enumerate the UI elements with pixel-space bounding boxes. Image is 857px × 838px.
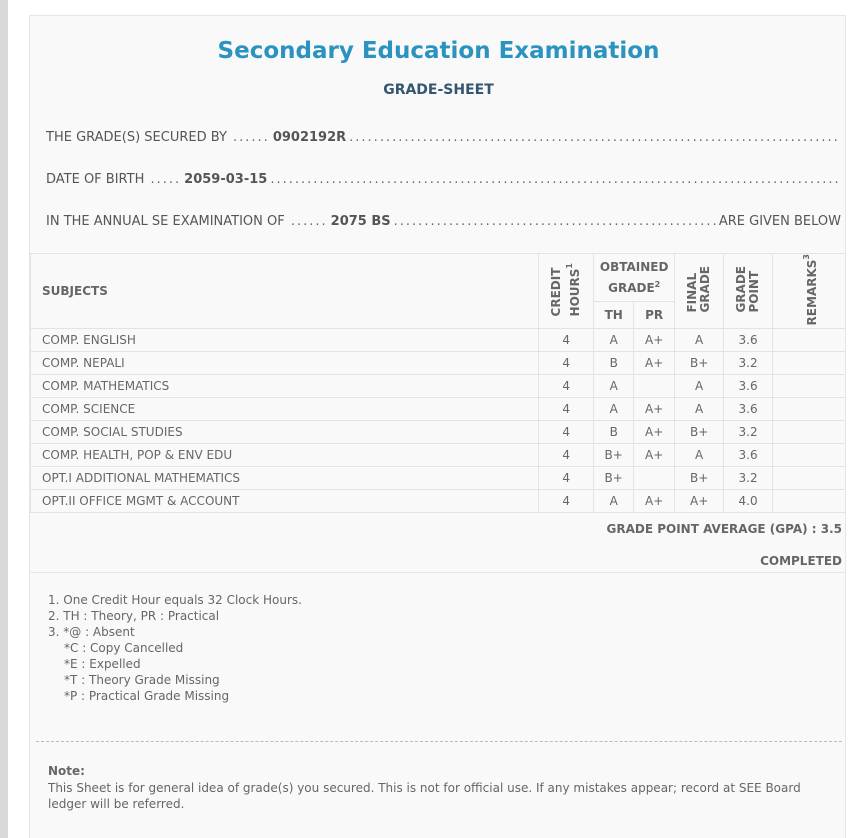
final-grade-header: FINAL GRADE xyxy=(675,254,724,329)
footnote-3: 3. *@ : Absent xyxy=(48,625,135,639)
subject-cell: COMP. HEALTH, POP & ENV EDU xyxy=(31,444,539,467)
credit-cell: 4 xyxy=(539,352,594,375)
grade-point-cell: 3.6 xyxy=(724,444,773,467)
given-below-label: ARE GIVEN BELOW xyxy=(718,214,841,229)
pr-grade-cell: A+ xyxy=(634,352,675,375)
table-row xyxy=(31,375,846,398)
th-grade-cell: B+ xyxy=(594,444,634,467)
grade-point-header: GRADE POINT xyxy=(724,254,773,329)
remarks-cell xyxy=(773,352,846,375)
credit-hours-header: CREDIT HOURS$^1$ xyxy=(539,254,594,329)
note-title: Note: xyxy=(48,764,85,778)
exam-label: IN THE ANNUAL SE EXAMINATION OF xyxy=(46,214,285,229)
dob-value: 2059-03-15 xyxy=(184,172,268,187)
table-row xyxy=(31,444,846,467)
final-grade-cell: A xyxy=(675,398,724,421)
credit-cell: 4 xyxy=(539,421,594,444)
remarks-cell xyxy=(773,398,846,421)
result-status: COMPLETED xyxy=(760,554,842,568)
remarks-cell xyxy=(773,444,846,467)
final-grade-cell: A xyxy=(675,375,724,398)
credit-cell: 4 xyxy=(539,375,594,398)
final-grade-cell: B+ xyxy=(675,421,724,444)
symbol-number: 0902192R xyxy=(272,130,347,145)
table-row xyxy=(31,329,846,352)
pr-grade-cell xyxy=(634,375,675,398)
note-text: This Sheet is for general idea of grade(s) you secured. This is not for official use. If any mistakes appear; record at SEE Board ledger will be referred. xyxy=(48,781,801,811)
grade-sheet xyxy=(29,15,846,838)
final-grade-cell: A xyxy=(675,444,724,467)
grade-point-cell: 3.6 xyxy=(724,375,773,398)
remarks-header: REMARKS$^3$ xyxy=(773,254,846,329)
table-row xyxy=(31,490,846,513)
credit-cell: 4 xyxy=(539,444,594,467)
exam-year: 2075 BS xyxy=(330,214,391,229)
secured-by-label: THE GRADE(S) SECURED BY xyxy=(46,130,227,145)
dob-label: DATE OF BIRTH xyxy=(46,172,145,187)
th-header: TH xyxy=(594,302,634,329)
final-grade-cell: B+ xyxy=(675,467,724,490)
grade-point-cell: 3.6 xyxy=(724,398,773,421)
pr-grade-cell: A+ xyxy=(634,398,675,421)
footnote-3-copy-cancelled: *C : Copy Cancelled xyxy=(64,641,184,655)
table-row xyxy=(31,398,846,421)
pr-grade-cell: A+ xyxy=(634,329,675,352)
th-grade-cell: B+ xyxy=(594,467,634,490)
footnote-3-theory-missing: *T : Theory Grade Missing xyxy=(64,673,220,687)
pr-grade-cell: A+ xyxy=(634,444,675,467)
section-divider xyxy=(30,572,846,573)
subject-cell: COMP. MATHEMATICS xyxy=(31,375,539,398)
grade-point-cell: 3.2 xyxy=(724,467,773,490)
footnote-3-expelled: *E : Expelled xyxy=(64,657,141,671)
footnote-1: 1. One Credit Hour equals 32 Clock Hours. xyxy=(48,593,302,607)
table-row xyxy=(31,352,846,375)
grade-point-cell: 3.2 xyxy=(724,352,773,375)
th-grade-cell: A xyxy=(594,490,634,513)
credit-cell: 4 xyxy=(539,490,594,513)
subject-cell: COMP. ENGLISH xyxy=(31,329,539,352)
footnote-2: 2. TH : Theory, PR : Practical xyxy=(48,609,220,623)
pr-grade-cell: A+ xyxy=(634,421,675,444)
th-grade-cell: A xyxy=(594,398,634,421)
remarks-cell xyxy=(773,421,846,444)
remarks-cell xyxy=(773,490,846,513)
final-grade-cell: A xyxy=(675,329,724,352)
gpa-summary: GRADE POINT AVERAGE (GPA) : 3.5 xyxy=(606,522,842,536)
left-scroll-edge xyxy=(0,0,8,838)
subject-cell: COMP. SCIENCE xyxy=(31,398,539,421)
remarks-cell xyxy=(773,467,846,490)
table-row xyxy=(31,467,846,490)
obtained-grade-header: OBTAINED GRADE$^2$ xyxy=(594,254,675,302)
footnote-3-practical-missing: *P : Practical Grade Missing xyxy=(64,689,230,703)
subject-cell: OPT.I ADDITIONAL MATHEMATICS xyxy=(31,467,539,490)
grade-point-cell: 4.0 xyxy=(724,490,773,513)
credit-cell: 4 xyxy=(539,329,594,352)
pr-grade-cell xyxy=(634,467,675,490)
subject-cell: COMP. SOCIAL STUDIES xyxy=(31,421,539,444)
subjects-header: SUBJECTS xyxy=(31,254,539,329)
th-grade-cell: A xyxy=(594,329,634,352)
exam-line: IN THE ANNUAL SE EXAMINATION OF ...... 2075 BS ..... ARE GIVEN BELOW xyxy=(46,214,841,232)
credit-cell: 4 xyxy=(539,398,594,421)
dashed-divider xyxy=(36,741,842,742)
grade-point-cell: 3.2 xyxy=(724,421,773,444)
remarks-cell xyxy=(773,329,846,352)
page-subtitle: GRADE-SHEET xyxy=(383,82,494,98)
pr-grade-cell: A+ xyxy=(634,490,675,513)
th-grade-cell: A xyxy=(594,375,634,398)
th-grade-cell: B xyxy=(594,352,634,375)
credit-cell: 4 xyxy=(539,467,594,490)
pr-header: PR xyxy=(634,302,675,329)
final-grade-cell: A+ xyxy=(675,490,724,513)
table-row xyxy=(31,421,846,444)
dob-line: DATE OF BIRTH ..... 2059-03-15 ..... xyxy=(46,172,841,190)
th-grade-cell: B xyxy=(594,421,634,444)
grade-point-cell: 3.6 xyxy=(724,329,773,352)
subject-cell: OPT.II OFFICE MGMT & ACCOUNT xyxy=(31,490,539,513)
final-grade-cell: B+ xyxy=(675,352,724,375)
page-title: Secondary Education Examination xyxy=(217,38,660,64)
grades-table xyxy=(30,253,846,513)
secured-by-line: THE GRADE(S) SECURED BY ...... 0902192R ..... xyxy=(46,130,841,148)
footnotes xyxy=(48,592,302,704)
remarks-cell xyxy=(773,375,846,398)
subject-cell: COMP. NEPALI xyxy=(31,352,539,375)
